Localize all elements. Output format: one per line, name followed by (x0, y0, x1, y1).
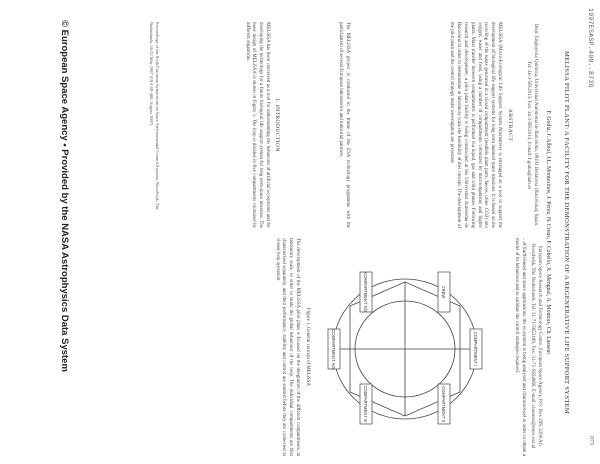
bibcode: 1997ESASP.400..873G (587, 8, 594, 88)
affiliation-uab: Dept. Enginyeria Química, Universitat Autònoma de Barcelona, 08193 Bellaterra (Barcelona), Spain. Tel: 34-3-5812013, Fax: 34-3-5812013, E-mail: f.godia@uab.es (526, 23, 538, 227)
abstract-heading: ABSTRACT (507, 108, 513, 142)
paper-title: MELISSA PILOT PLANT: A FACILITY FOR THE DEMONSTRATION OF A REGENERATIVE LIFE SUPPORT SYSTEM (563, 50, 570, 415)
sponsor-text: The MELiSSA project is conducted in the frame of the ESA technology programme with the participation of several European laboratories and industrial partners. (338, 22, 350, 228)
node-label-6: CREW (441, 285, 446, 299)
melissa-loop-figure (320, 266, 490, 432)
node-label-1: COMPARTMENT I (473, 331, 478, 367)
loop-diagram (320, 266, 490, 432)
affiliation-estec: European Space Research and Technology Centre, European Space Agency, P.O. Box 299, 2200 AG Noordwijk, The Netherlands. Tel: 31-71-5653189, Fax: 31-71-5654969, E-mail: classeur@estec.esa.nl (530, 243, 542, 449)
node-label-4: COMPARTMENT IVa (331, 329, 336, 369)
footer-banner (59, 20, 70, 460)
right-column-body: The development of the MELiSSA pilot plant is focused on the integration of the different compartments, at laboratory scale, in order to study the global behaviour of the loop. The individual compartments are first characterised separately, and their performance, stability and control are studied before they are connected in closed loop operation. (274, 238, 300, 456)
right-column-text: ...of Earth-based and space applications, the ecosystem is being analysed and characterised in order to obtain a model of its behaviour and to validate the control strategies required. (514, 238, 526, 456)
page-number: 873 (588, 436, 594, 445)
figure-caption: Figure 1. General concept of MELiSSA (305, 308, 310, 386)
cross-connections (335, 282, 475, 416)
node-label-2: COMPARTMENT II (441, 386, 446, 422)
introduction-text: MELiSSA has been conceived as a tool for understanding the behaviour of artificial ecosystems and for developing the technology for a future biological life support system for long term space missions. The basic design of MELiSSA is shown in Figure 1. The loop is divided in five compartments colonized by different organisms. (244, 22, 270, 228)
ads-credit: • Provided by the NASA Astrophysics Data System (59, 143, 70, 372)
proceedings-footnote: Proceedings of the Sixth European Symposium on Space Environmental Control Systems, Noordwijk, The Netherlands, 20-22 May 1997 (ESA SP-400, August 1997) (149, 22, 160, 210)
node-label-3: COMPARTMENT III (363, 385, 368, 423)
author-list: F. Gòdia, J. Albiol, J.L. Montesinos, J. Pérez, N. Creus, F. Cabello, X. Mengual, A. Montras, Ch. Lasseur (545, 110, 551, 355)
esa-copyright: © European Space Agency (59, 20, 70, 141)
node-label-5: COMPARTMENT IVb (363, 272, 368, 312)
abstract-text: MELiSSA (Micro-Ecological Life Support System Alternative) is envisaged as a tool to support the development of biological life support systems for long term manned space missions. It is based on the recycling of the waste generated in a closed compartment (inedible plant parts, faeces, urine, CO2) into oxygen, water and food, using a number of compartments colonized by microorganisms and higher plants. Mass transfer between compartments is performed via liquid, gas and solid phases. Following research and development, a pilot plant facility is being constructed at the Universitat Autònoma de Barcelona in order to demonstrate at laboratory scale the feasibility of this concept. The development of the pilot plant and the control strategy under investigation are presented. (449, 22, 502, 228)
introduction-heading: 1. INTRODUCTION (274, 98, 280, 152)
